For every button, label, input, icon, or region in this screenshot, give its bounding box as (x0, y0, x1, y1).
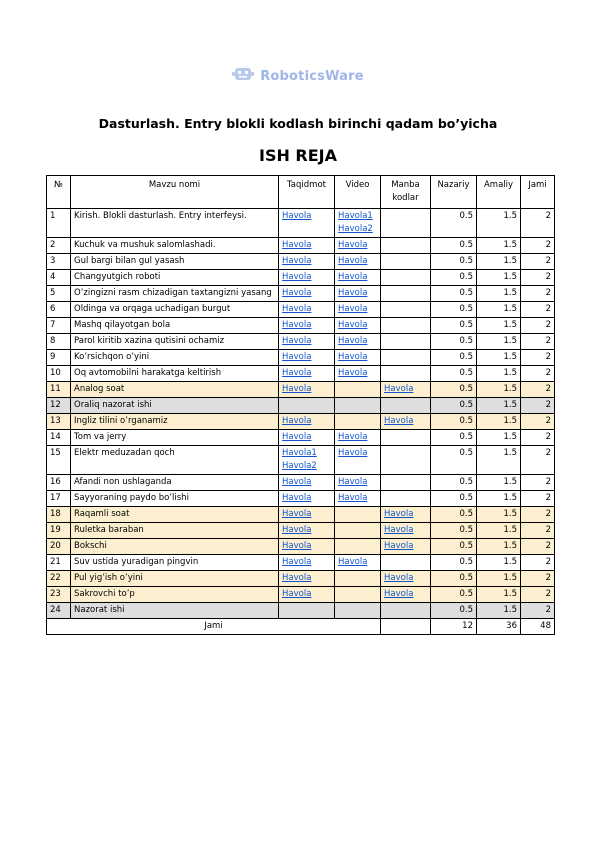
source-link (381, 286, 431, 302)
practice-hours: 1.5 (477, 507, 521, 523)
video-link[interactable]: Havola (335, 475, 381, 491)
row-topic: Mashq qilayotgan bola (71, 318, 279, 334)
table-row (47, 555, 555, 571)
col-source-header: Manba kodlar (381, 176, 431, 209)
table-row (47, 398, 555, 414)
total-source-cell (381, 619, 431, 635)
presentation-link[interactable]: Havola (279, 475, 335, 491)
practice-hours: 1.5 (477, 270, 521, 286)
presentation-link[interactable]: Havola (279, 523, 335, 539)
table-row (47, 523, 555, 539)
theory-hours: 0.5 (431, 238, 477, 254)
row-number: 16 (47, 475, 71, 491)
practice-hours: 1.5 (477, 382, 521, 398)
col-number-header: № (47, 176, 71, 209)
presentation-link[interactable]: Havola (279, 382, 335, 398)
theory-hours: 0.5 (431, 334, 477, 350)
source-link (381, 603, 431, 619)
total-practice: 36 (477, 619, 521, 635)
source-link[interactable]: Havola (381, 414, 431, 430)
table-header-row (47, 176, 555, 209)
logo-text: RoboticsWare (260, 69, 364, 84)
source-link[interactable]: Havola (381, 539, 431, 555)
row-topic: Elektr meduzadan qoch (71, 446, 279, 475)
presentation-link[interactable]: Havola (279, 350, 335, 366)
theory-hours: 0.5 (431, 491, 477, 507)
practice-hours: 1.5 (477, 334, 521, 350)
practice-hours: 1.5 (477, 571, 521, 587)
row-number: 23 (47, 587, 71, 603)
row-number: 11 (47, 382, 71, 398)
source-link (381, 238, 431, 254)
presentation-link[interactable]: Havola (279, 366, 335, 382)
presentation-link[interactable]: Havola (279, 571, 335, 587)
theory-hours: 0.5 (431, 507, 477, 523)
video-link[interactable]: Havola (335, 302, 381, 318)
video-link[interactable]: Havola (335, 318, 381, 334)
presentation-link (279, 398, 335, 414)
row-number: 8 (47, 334, 71, 350)
source-link (381, 446, 431, 475)
total-hours: 2 (521, 302, 555, 318)
theory-hours: 0.5 (431, 414, 477, 430)
practice-hours: 1.5 (477, 414, 521, 430)
table-row (47, 539, 555, 555)
total-hours: 2 (521, 398, 555, 414)
practice-hours: 1.5 (477, 539, 521, 555)
video-link (335, 587, 381, 603)
practice-hours: 1.5 (477, 523, 521, 539)
row-number: 24 (47, 603, 71, 619)
table-row (47, 475, 555, 491)
theory-hours: 0.5 (431, 318, 477, 334)
theory-hours: 0.5 (431, 603, 477, 619)
total-hours: 2 (521, 475, 555, 491)
presentation-link[interactable]: Havola1 Havola2 (279, 446, 335, 475)
video-link[interactable]: Havola (335, 286, 381, 302)
theory-hours: 0.5 (431, 209, 477, 238)
row-number: 10 (47, 366, 71, 382)
robot-icon (232, 66, 254, 87)
col-practice-header: Amaliy (477, 176, 521, 209)
table-row (47, 209, 555, 238)
document-subtitle: Dasturlash. Entry blokli kodlash birinchi qadam bo’yicha (98, 116, 498, 131)
row-topic: Oq avtomobilni harakatga keltirish (71, 366, 279, 382)
table-row (47, 334, 555, 350)
table-row (47, 603, 555, 619)
total-hours: 2 (521, 507, 555, 523)
total-label: Jami (47, 619, 381, 635)
row-number: 2 (47, 238, 71, 254)
row-topic: Nazorat ishi (71, 603, 279, 619)
theory-hours: 0.5 (431, 555, 477, 571)
video-link (335, 414, 381, 430)
row-number: 4 (47, 270, 71, 286)
video-link (335, 571, 381, 587)
presentation-link[interactable]: Havola (279, 507, 335, 523)
video-link (335, 382, 381, 398)
theory-hours: 0.5 (431, 398, 477, 414)
total-hours: 2 (521, 587, 555, 603)
row-topic: Afandi non ushlaganda (71, 475, 279, 491)
row-topic: Changyutgich roboti (71, 270, 279, 286)
row-number: 12 (47, 398, 71, 414)
theory-hours: 0.5 (431, 587, 477, 603)
row-number: 20 (47, 539, 71, 555)
practice-hours: 1.5 (477, 238, 521, 254)
row-number: 13 (47, 414, 71, 430)
total-hours: 2 (521, 491, 555, 507)
source-link (381, 491, 431, 507)
video-link[interactable]: Havola (335, 334, 381, 350)
row-number: 17 (47, 491, 71, 507)
row-number: 3 (47, 254, 71, 270)
total-hours: 2 (521, 270, 555, 286)
practice-hours: 1.5 (477, 475, 521, 491)
theory-hours: 0.5 (431, 430, 477, 446)
row-topic: Tom va jerry (71, 430, 279, 446)
source-link[interactable]: Havola (381, 571, 431, 587)
col-topic-header: Mavzu nomi (71, 176, 279, 209)
presentation-link[interactable]: Havola (279, 555, 335, 571)
row-topic: Sayyoraning paydo bo’lishi (71, 491, 279, 507)
source-link (381, 334, 431, 350)
total-hours: 2 (521, 571, 555, 587)
col-total-header: Jami (521, 176, 555, 209)
total-hours: 2 (521, 382, 555, 398)
practice-hours: 1.5 (477, 254, 521, 270)
total-hours: 2 (521, 430, 555, 446)
theory-hours: 0.5 (431, 539, 477, 555)
row-topic: Bokschi (71, 539, 279, 555)
total-hours: 2 (521, 523, 555, 539)
source-link[interactable]: Havola (381, 507, 431, 523)
table-row (47, 430, 555, 446)
table-row (47, 491, 555, 507)
presentation-link[interactable]: Havola (279, 286, 335, 302)
row-topic: Oraliq nazorat ishi (71, 398, 279, 414)
practice-hours: 1.5 (477, 603, 521, 619)
presentation-link[interactable]: Havola (279, 430, 335, 446)
theory-hours: 0.5 (431, 571, 477, 587)
practice-hours: 1.5 (477, 286, 521, 302)
row-number: 7 (47, 318, 71, 334)
theory-hours: 0.5 (431, 446, 477, 475)
row-topic: Parol kiritib xazina qutisini ochamiz (71, 334, 279, 350)
presentation-link[interactable]: Havola (279, 270, 335, 286)
practice-hours: 1.5 (477, 318, 521, 334)
total-hours: 2 (521, 334, 555, 350)
video-link[interactable]: Havola (335, 555, 381, 571)
row-number: 22 (47, 571, 71, 587)
practice-hours: 1.5 (477, 430, 521, 446)
table-row (47, 446, 555, 475)
presentation-link[interactable]: Havola (279, 209, 335, 238)
table-row (47, 414, 555, 430)
row-topic: Ruletka baraban (71, 523, 279, 539)
row-number: 9 (47, 350, 71, 366)
total-hours: 2 (521, 350, 555, 366)
video-link (335, 539, 381, 555)
presentation-link[interactable]: Havola (279, 587, 335, 603)
total-row (47, 619, 555, 635)
theory-hours: 0.5 (431, 350, 477, 366)
table-row (47, 238, 555, 254)
source-link[interactable]: Havola (381, 587, 431, 603)
row-number: 19 (47, 523, 71, 539)
presentation-link[interactable]: Havola (279, 539, 335, 555)
table-row (47, 382, 555, 398)
total-hours: 2 (521, 318, 555, 334)
theory-hours: 0.5 (431, 270, 477, 286)
presentation-link[interactable]: Havola (279, 491, 335, 507)
practice-hours: 1.5 (477, 587, 521, 603)
video-link[interactable]: Havola (335, 366, 381, 382)
total-hours: 2 (521, 366, 555, 382)
source-link[interactable]: Havola (381, 523, 431, 539)
col-video-header: Video (335, 176, 381, 209)
brand-logo (0, 66, 596, 87)
video-link[interactable]: Havola (335, 430, 381, 446)
row-number: 18 (47, 507, 71, 523)
row-topic: O’zingizni rasm chizadigan taxtangizni yasang (71, 286, 279, 302)
table-row (47, 350, 555, 366)
table-row (47, 302, 555, 318)
table-row (47, 571, 555, 587)
video-link (335, 398, 381, 414)
source-link (381, 366, 431, 382)
total-hours: 2 (521, 254, 555, 270)
row-number: 21 (47, 555, 71, 571)
source-link[interactable]: Havola (381, 382, 431, 398)
presentation-link[interactable]: Havola (279, 318, 335, 334)
row-topic: Pul yig’ish o’yini (71, 571, 279, 587)
theory-hours: 0.5 (431, 254, 477, 270)
source-link (381, 209, 431, 238)
practice-hours: 1.5 (477, 446, 521, 475)
row-number: 6 (47, 302, 71, 318)
row-topic: Ingliz tilini o’rganamiz (71, 414, 279, 430)
total-hours: 2 (521, 446, 555, 475)
practice-hours: 1.5 (477, 350, 521, 366)
document-title: ISH REJA (258, 146, 338, 165)
table-row (47, 254, 555, 270)
presentation-link[interactable]: Havola (279, 238, 335, 254)
table-row (47, 366, 555, 382)
presentation-link[interactable]: Havola (279, 414, 335, 430)
table-row (47, 587, 555, 603)
video-link (335, 507, 381, 523)
presentation-link[interactable]: Havola (279, 334, 335, 350)
total-hours: 2 (521, 414, 555, 430)
practice-hours: 1.5 (477, 366, 521, 382)
table-row (47, 270, 555, 286)
practice-hours: 1.5 (477, 555, 521, 571)
theory-hours: 0.5 (431, 523, 477, 539)
col-theory-header: Nazariy (431, 176, 477, 209)
source-link (381, 254, 431, 270)
row-topic: Suv ustida yuradigan pingvin (71, 555, 279, 571)
source-link (381, 318, 431, 334)
row-number: 14 (47, 430, 71, 446)
video-link[interactable]: Havola (335, 446, 381, 475)
source-link (381, 555, 431, 571)
practice-hours: 1.5 (477, 209, 521, 238)
video-link[interactable]: Havola1 Havola2 (335, 209, 381, 238)
row-topic: Sakrovchi to’p (71, 587, 279, 603)
row-topic: Ko’rsichqon o’yini (71, 350, 279, 366)
table-row (47, 318, 555, 334)
video-link (335, 523, 381, 539)
source-link (381, 430, 431, 446)
presentation-link (279, 603, 335, 619)
total-theory: 12 (431, 619, 477, 635)
theory-hours: 0.5 (431, 382, 477, 398)
total-hours: 2 (521, 209, 555, 238)
col-presentation-header: Taqidmot (279, 176, 335, 209)
total-hours: 48 (521, 619, 555, 635)
source-link (381, 475, 431, 491)
plan-table (46, 175, 555, 635)
total-hours: 2 (521, 286, 555, 302)
source-link (381, 398, 431, 414)
source-link (381, 350, 431, 366)
source-link (381, 302, 431, 318)
video-link[interactable]: Havola (335, 491, 381, 507)
row-number: 1 (47, 209, 71, 238)
video-link[interactable]: Havola (335, 254, 381, 270)
video-link[interactable]: Havola (335, 238, 381, 254)
presentation-link[interactable]: Havola (279, 302, 335, 318)
theory-hours: 0.5 (431, 302, 477, 318)
row-topic: Oldinga va orqaga uchadigan burgut (71, 302, 279, 318)
total-hours: 2 (521, 555, 555, 571)
row-topic: Gul bargi bilan gul yasash (71, 254, 279, 270)
source-link (381, 270, 431, 286)
total-hours: 2 (521, 238, 555, 254)
practice-hours: 1.5 (477, 491, 521, 507)
video-link[interactable]: Havola (335, 350, 381, 366)
total-hours: 2 (521, 539, 555, 555)
table-row (47, 507, 555, 523)
row-topic: Kirish. Blokli dasturlash. Entry interfeysi. (71, 209, 279, 238)
practice-hours: 1.5 (477, 398, 521, 414)
video-link (335, 603, 381, 619)
row-topic: Kuchuk va mushuk salomlashadi. (71, 238, 279, 254)
total-hours: 2 (521, 603, 555, 619)
theory-hours: 0.5 (431, 475, 477, 491)
theory-hours: 0.5 (431, 286, 477, 302)
row-topic: Analog soat (71, 382, 279, 398)
video-link[interactable]: Havola (335, 270, 381, 286)
row-topic: Raqamli soat (71, 507, 279, 523)
theory-hours: 0.5 (431, 366, 477, 382)
presentation-link[interactable]: Havola (279, 254, 335, 270)
table-row (47, 286, 555, 302)
row-number: 15 (47, 446, 71, 475)
row-number: 5 (47, 286, 71, 302)
practice-hours: 1.5 (477, 302, 521, 318)
